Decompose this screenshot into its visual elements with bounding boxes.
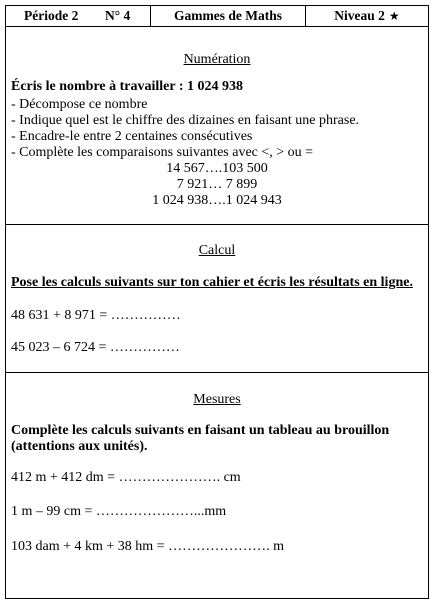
worksheet-title: Gammes de Maths [151,6,306,26]
numeration-task: - Indique quel est le chiffre des dizaines en faisant une phrase. [11,113,360,128]
worksheet [5,5,429,599]
calcul-instruction: Pose les calculs suivants sur ton cahier et écris les résultats en ligne. [11,275,413,290]
section-numeration [6,27,428,225]
calcul-item: 48 631 + 8 971 = …………… [11,308,181,323]
niveau-cell [306,6,428,26]
mesures-item: 103 dam + 4 km + 38 hm = …………………. m [11,539,284,554]
mesures-title: Mesures [193,392,241,407]
section-mesures [6,373,428,598]
mesures-item: 412 m + 412 dm = …………………. cm [11,470,241,485]
numero-label: N° 4 [96,6,151,26]
calcul-title: Calcul [198,243,236,258]
numeration-task: - Complète les comparaisons suivantes avec <, > ou = [11,145,314,160]
star-icon: ★ [388,9,400,23]
comparison-line: 14 567….103 500 [166,161,268,176]
mesures-instruction: (attentions aux unités). [11,439,148,454]
comparison-line: 1 024 938….1 024 943 [152,193,282,208]
section-calcul [6,225,428,373]
mesures-instruction: Complète les calculs suivants en faisant un tableau au brouillon [11,423,390,438]
periode-label: Période 2 [24,8,79,23]
header-row [6,6,428,27]
comparison-line: 7 921… 7 899 [176,177,258,192]
numeration-task: - Décompose ce nombre [11,97,148,112]
niveau-label: Niveau 2 [334,8,385,23]
numeration-instruction: Écris le nombre à travailler : 1 024 938 [11,79,243,94]
numeration-task: - Encadre-le entre 2 centaines consécutives [11,129,253,144]
calcul-item: 45 023 – 6 724 = …………… [11,340,180,355]
numeration-title: Numération [183,52,251,67]
mesures-item: 1 m – 99 cm = …………………...mm [11,504,227,519]
